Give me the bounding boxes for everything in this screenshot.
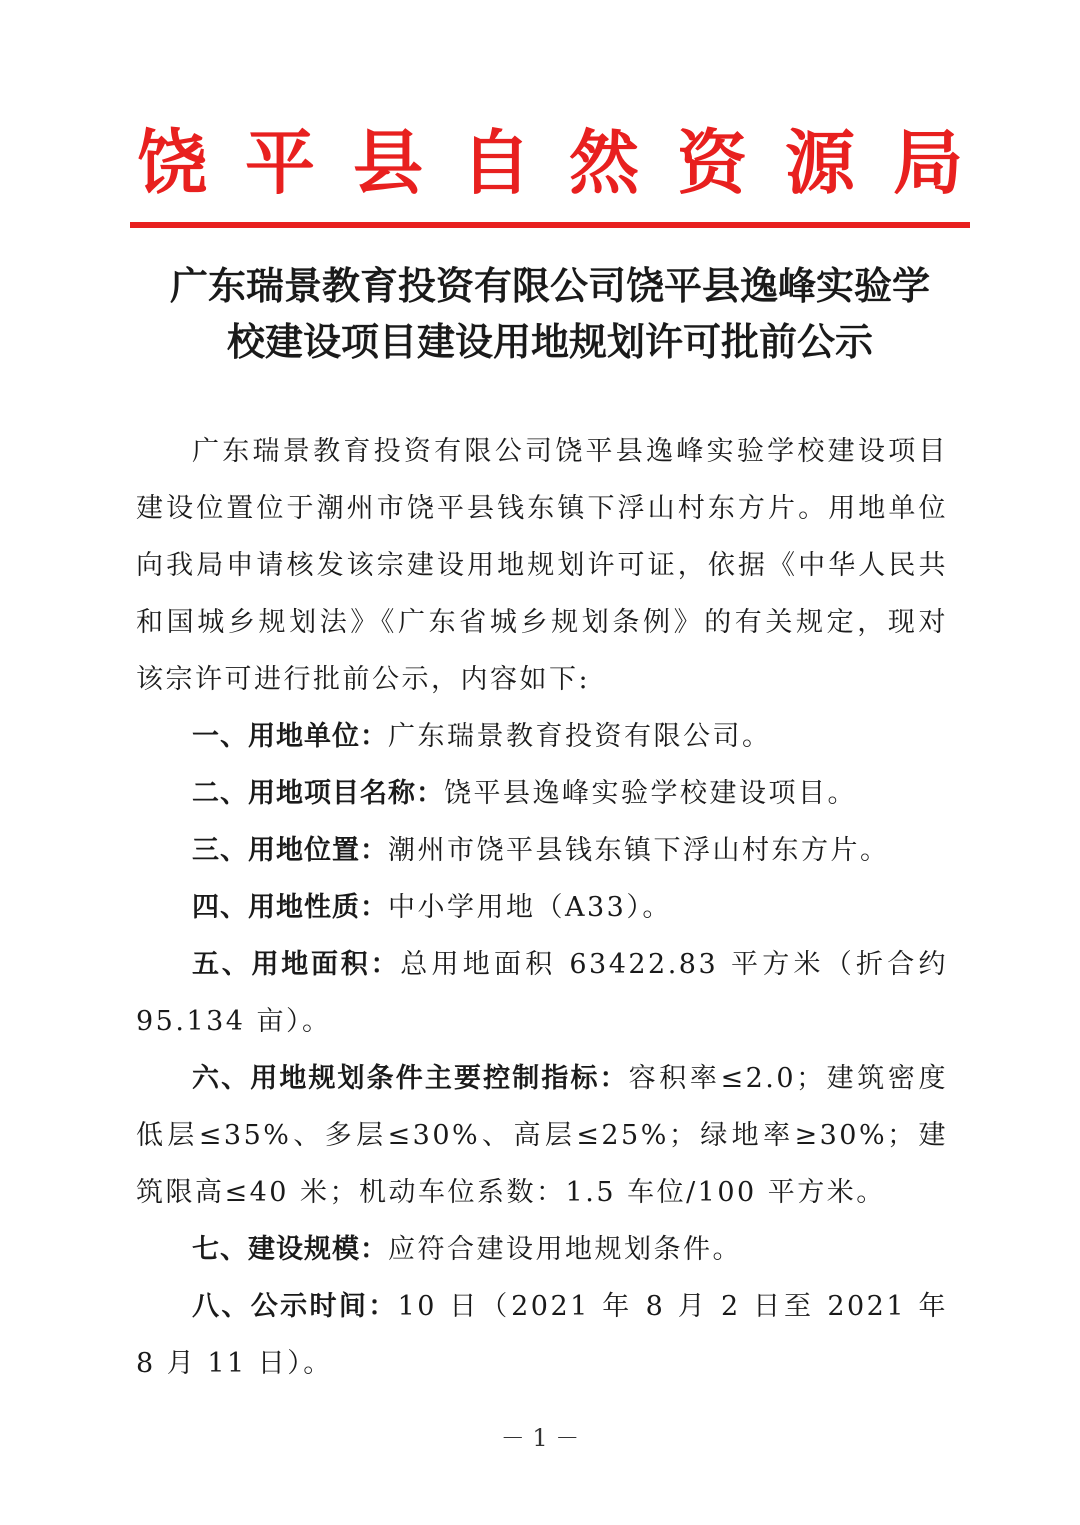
item-label: 六、用地规划条件主要控制指标： — [192, 1063, 629, 1094]
header-char: 资 — [677, 121, 747, 204]
issuing-authority-header — [130, 118, 970, 208]
document-body — [136, 423, 948, 1392]
item-label: 七、建设规模： — [192, 1234, 388, 1265]
item-text: 广东瑞景教育投资有限公司。 — [388, 721, 772, 752]
title-line-2: 校建设项目建设用地规划许可批前公示 — [226, 319, 873, 364]
item-label: 三、用地位置： — [192, 835, 388, 866]
item-label: 二、用地项目名称： — [192, 778, 444, 809]
header-char: 然 — [569, 121, 639, 204]
list-item — [136, 708, 948, 765]
item-label: 四、用地性质： — [192, 892, 388, 923]
header-char: 源 — [785, 121, 855, 204]
title-line-1: 广东瑞景教育投资有限公司饶平县逸峰实验学 — [169, 263, 930, 308]
item-text: 总用地面积 63422.83 平方米（折合约 95.134 亩）。 — [136, 949, 948, 1037]
list-item — [136, 822, 948, 879]
list-item — [136, 1050, 948, 1221]
document-title — [130, 258, 970, 370]
list-item — [136, 1278, 948, 1392]
page-number: － 1 － — [500, 1424, 580, 1452]
list-item — [136, 936, 948, 1050]
item-text: 容积率≤2.0；建筑密度低层≤35%、多层≤30%、高层≤25%；绿地率≥30%；建筑限高≤40 米；机动车位系数：1.5 车位/100 平方米。 — [136, 1063, 949, 1208]
item-label: 一、用地单位： — [192, 721, 388, 752]
item-text: 饶平县逸峰实验学校建设项目。 — [444, 778, 857, 809]
list-item — [136, 765, 948, 822]
item-text: 10 日（2021 年 8 月 2 日至 2021 年 8 月 11 日）。 — [136, 1291, 948, 1379]
header-char: 县 — [353, 121, 423, 204]
header-char: 平 — [245, 121, 315, 204]
intro-paragraph: 广东瑞景教育投资有限公司饶平县逸峰实验学校建设项目建设位置位于潮州市饶平县钱东镇下浮山村东方片。用地单位向我局申请核发该宗建设用地规划许可证，依据《中华人民共和国城乡规划法》《广东省城乡规划条例》的有关规定，现对该宗许可进行批前公示，内容如下: — [136, 436, 948, 695]
item-text: 中小学用地（A33）。 — [388, 892, 672, 923]
item-label: 五、用地面积： — [192, 949, 401, 980]
item-text: 潮州市饶平县钱东镇下浮山村东方片。 — [388, 835, 890, 866]
item-label: 八、公示时间： — [192, 1291, 398, 1322]
list-item — [136, 879, 948, 936]
item-text: 应符合建设用地规划条件。 — [388, 1234, 742, 1265]
header-char: 局 — [893, 121, 963, 204]
list-item — [136, 1221, 948, 1278]
header-divider — [130, 222, 970, 228]
header-char: 自 — [461, 121, 531, 204]
header-char: 饶 — [137, 121, 207, 204]
